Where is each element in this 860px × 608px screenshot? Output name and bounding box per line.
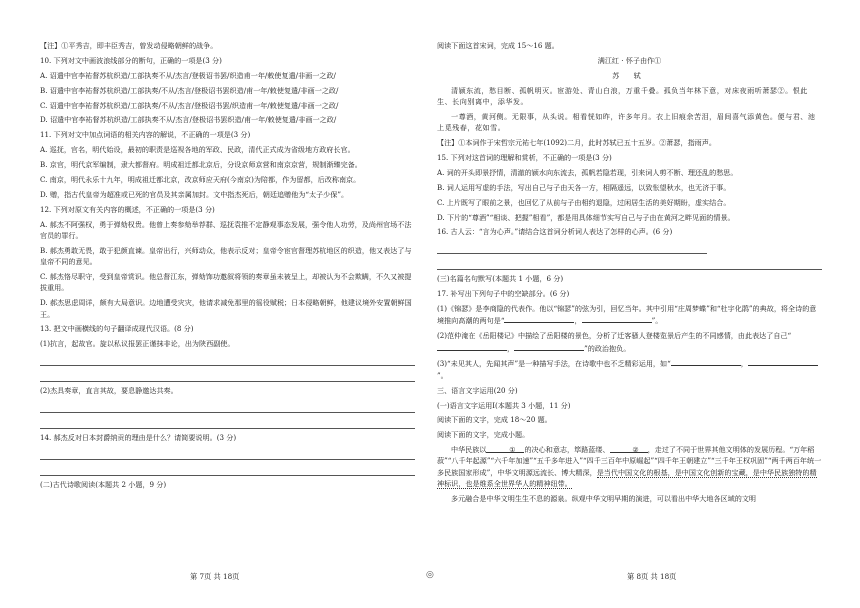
footnote: 【注】①平秀吉，即丰臣秀吉，曾发动侵略朝鲜的战争。	[40, 41, 218, 50]
poem-intro: 阅读下面这首宋词，完成 15～16 题。	[437, 41, 559, 50]
question-11-option-b: B. 京官，明代京军编制，隶大都督府。明成祖迁都北京后，分设京师京营和南京京营，规制渐臻完备。	[40, 160, 362, 170]
question-11-option-a: A. 巡抚，官名，明代始设，最初的职责是巡视各地的军政、民政，清代正式成为省级地方政府长官。	[40, 145, 355, 155]
question-10-stem: 10. 下列对文中画波浪线部分的断句，正确的一项是(3 分)	[40, 55, 222, 65]
answer-line[interactable]	[40, 369, 415, 382]
question-13-sentence-1: (1)抗言，起故官。旋以私议报罢正谨抹非论，出为陕西副使。	[40, 339, 235, 349]
question-15-option-d: D. 下片的“尊酒”“相谈、把握”相看”，都是用具体细节实写自己与子由在黄河之畔见面的情景。	[437, 212, 735, 222]
poem-stanza-2: 一尊酒，黄河侧。无限事，从头说。相看恍如昨，许多年月。衣上旧痕余苦泪，眉间喜气添黄色。便与君、池上觅残春，花如雪。	[437, 111, 816, 133]
poem-title: 满江红 · 怀子由作①	[597, 55, 662, 65]
question-17-item-1: (1)《锦瑟》是李商隐的代表作。他以“锦瑟”的弦为引，回忆当年。其中引用“庄周梦蝶”和“杜宇化鹃”的典故，将全诗的意境推向高潮的两句是“ ， ”。	[437, 304, 817, 326]
blank-1[interactable]: ①	[486, 444, 524, 453]
question-17-stem: 17. 补写出下列句子中的空缺部分。(6 分)	[437, 289, 570, 299]
left-column	[40, 40, 415, 494]
question-15-stem: 15. 下列对这首词的理解和赏析，不正确的一项是(3 分)	[437, 152, 612, 162]
fill-blank[interactable]	[748, 357, 818, 366]
answer-line[interactable]	[40, 416, 415, 429]
answer-line[interactable]	[437, 241, 707, 254]
question-15-option-b: B. 词人运用写虚的手法，写出自己与子由天各一方，相隔遥远，以致怅望秋水，也无济于事。	[437, 182, 731, 192]
question-13-stem: 13. 把文中画横线的句子翻译成现代汉语。(8 分)	[40, 324, 194, 334]
reading-instruction-2: 阅读下面的文字，完成小题。	[437, 430, 530, 440]
fill-blank[interactable]	[514, 342, 584, 351]
poem-author: 苏 轼	[612, 70, 647, 80]
question-17-item-3: (3)“未见其人，先闻其声”是一种描写手法，在诗歌中也不乏精彩运用，如“ ，”。	[437, 357, 822, 381]
question-15-option-a: A. 词的开头即景抒情，清澈的颍水向东流去，孤帆若隐若现，引来词人剪不断、理还乱的愁思。	[437, 167, 738, 177]
question-11-stem: 11. 下列对文中加点词语的相关内容的解说，不正确的一项是(3 分)	[40, 130, 251, 140]
blank-2[interactable]: ②	[610, 444, 648, 453]
passage-paragraph-2: 多元融合是中华文明生生不息的源泉。纵观中华文明早期的演进，可以看出中华大地各区域的文明	[451, 493, 757, 503]
question-14-stem: 14. 郝杰反对日本封爵纳贡的理由是什么？请简要说明。(3 分)	[40, 433, 237, 443]
page-number-right: 第 8页 共 18页	[627, 572, 677, 581]
question-12-option-d: D. 郝杰思虑周详，颇有大局意识。边地遭受灾灾，他请求减免那里的徭役赋税；日本侵略朝鲜，他建议境外安置朝鲜国王。	[40, 298, 412, 319]
question-16-stem: 16. 古人云：“言为心声。”请结合这首词分析词人表达了怎样的心声。(6 分)	[437, 227, 673, 237]
answer-line[interactable]	[437, 257, 822, 270]
answer-line[interactable]	[40, 463, 415, 476]
question-12-option-a: A. 郝杰不阿强权，勇于弹劾权贵。他曾上奏参劾举荐群、巡抚袁推不定静观事态发展，强令他人功劳，及尚州官场不法官员的罪行。	[40, 219, 412, 240]
question-10-option-d: D. 诏遣中官李祐督苏杭织造/工部执奏不从/杰言/登极诏书罢织造/甫一年/敕使复遣/非画一之政/	[40, 115, 337, 125]
fill-blank[interactable]	[671, 357, 741, 366]
poem-stanza-1: 清颍东流，愁目断、孤帆明灭。宦游处、青山白浪，万重千叠。孤负当年林下意，对床夜雨听萧瑟②。恨此生、长向别离中，添华发。	[437, 85, 808, 106]
fill-blank[interactable]	[437, 342, 507, 351]
question-13-sentence-2: (2)杰具奏章，直言其故，要息静邀达共奏。	[40, 386, 178, 396]
question-12-stem: 12. 下列对原文有关内容的概述，不正确的一项是(3 分)	[40, 204, 215, 214]
page-number-left: 第 7页 共 18页	[190, 572, 240, 581]
fill-blank[interactable]	[504, 314, 574, 323]
section-heading-recitation: (三)名篇名句默写(本题共 1 小题，6 分)	[437, 274, 564, 284]
poem-note: 【注】①本词作于宋哲宗元祐七年(1092)二月，此时苏轼已五十五岁。②萧瑟，指雨声。	[437, 138, 716, 148]
answer-line[interactable]	[40, 400, 415, 413]
question-10-option-c: C. 诏遣中官李祐督苏杭织造/工部执奏/不从/杰言/登极诏书罢/织造甫一年/敕使复遣/非画一之政/	[40, 100, 339, 110]
question-10-option-b: B. 诏遣中官李祐督苏杭织造/工部执奏/不从/杰言/登极诏书罢织造/甫一年/敕使复遣/非画一之政/	[40, 85, 339, 95]
question-12-option-b: B. 郝杰勇敢无畏，敢于犯颜直谏。皇帝出行，兴师动众，他表示反对；皇帝令宦官督理苏杭地区的织造，他又表达了与皇帝不同的意见。	[40, 245, 412, 267]
right-column	[437, 40, 822, 508]
question-12-option-c: C. 郝杰恪尽职守，受到皇帝赏识。他总督江东，弹劾饰功邀叙将领的奏章虽未被呈上，却被认为不会欺瞒，不久又被提拔重用。	[40, 272, 412, 293]
question-17-item-2: (2)范仲淹在《岳阳楼记》中描绘了岳阳楼的景色，分析了迁客骚人登楼览景后产生的不同感情，由此表达了自己“， ”的政治抱负。	[437, 331, 792, 353]
reading-instruction: 阅读下面的文字，完成 18～20 题。	[437, 415, 552, 425]
question-10-option-a: A. 诏遣中官李祐督苏杭织造/工部执奏不从/杰言/登极诏书罢/织造甫一年/敕使复遣/非画一之政/	[40, 70, 336, 80]
fill-blank[interactable]	[582, 314, 652, 323]
question-11-option-d: D. 赠，指古代皇帝为超准或已死的官员及其亲属加封。文中指杰死后，朝廷追赠他为“太子少保”。	[40, 189, 349, 199]
answer-line[interactable]	[40, 447, 415, 460]
question-11-option-c: C. 南京，明代永乐十九年，明成祖迁都北京，改京师应天府(今南京)为陪都，作为留都，后改称南京。	[40, 175, 361, 185]
answer-line[interactable]	[40, 353, 415, 366]
passage-paragraph-1: 中华民族以 ① 的决心和意志，筚路蓝缕、 ② ，走过了不同于世界其他文明体的发展历程。“万年稻菽”“八千年起源”“六千年加速”“五千多年进入”“四千三百年中原崛起”“四千年王朝建立”“三千年王权巩固”“两千两百年统一多民族国家形成”，中华文明源远流长、博大精深，是当代中国文化的根基，是中国文化创新的宝藏，是中华民族独特的精神标识，也是维系全世界华人的精神纽带。	[437, 445, 822, 489]
binding-circle-icon: ◎	[426, 570, 434, 580]
section-heading-language: 三、语言文字运用(20 分)	[437, 385, 518, 395]
question-15-option-c: C. 上片既写了眼前之景，也回忆了从前与子由相约退隐，过闲居生活的美好期盼，虚实结合。	[437, 197, 731, 207]
section-heading-poetry: (二)古代诗歌阅读(本题共 2 小题，9 分)	[40, 480, 167, 489]
section-subheading-language-1: (一)语言文字运用Ⅰ(本题共 3 小题，11 分)	[437, 400, 571, 410]
